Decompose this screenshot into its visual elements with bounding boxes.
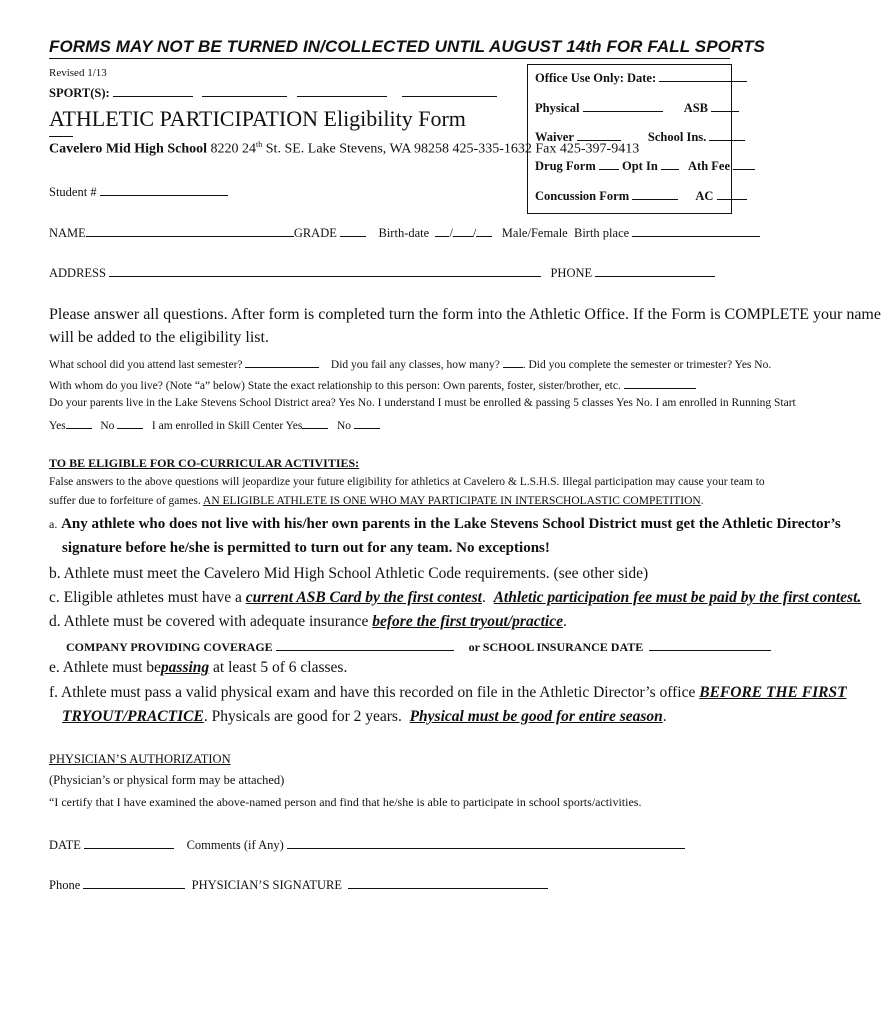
physical-label: Physical: [535, 101, 580, 115]
question-complete-semester: . Did you complete the semester or trimester? Yes No.: [522, 359, 772, 371]
eligibility-heading: TO BE ELIGIBLE FOR CO-CURRICULAR ACTIVITIES:: [49, 456, 360, 470]
office-date-label: Office Use Only: Date:: [535, 71, 657, 85]
birthdate-label: Birth-date: [378, 226, 430, 240]
ath-fee-label: Ath Fee: [688, 159, 731, 173]
skill-center-yes: I am enrolled in Skill Center Yes: [151, 420, 303, 432]
rule-e-passing: passing: [160, 659, 210, 676]
headline-notice: FORMS MAY NOT BE TURNED IN/COLLECTED UNTIL AUGUST 14th FOR FALL SPORTS: [49, 37, 765, 56]
physician-comments-line[interactable]: [287, 836, 685, 849]
physician-signature-line[interactable]: [348, 876, 548, 889]
birth-day-line[interactable]: [453, 224, 473, 237]
asb-line[interactable]: [711, 99, 739, 112]
intro-line-2: will be added to the eligibility list.: [49, 329, 269, 346]
opt-in-label: Opt In: [622, 159, 658, 173]
waiver-line[interactable]: [577, 128, 621, 141]
rule-d: d. Athlete must be covered with adequate insurance before the first tryout/practice.: [49, 613, 567, 630]
ath-fee-line[interactable]: [733, 157, 755, 170]
office-concussion-row: [535, 187, 730, 204]
sports-line-2[interactable]: [202, 84, 287, 97]
gender-label: Male/Female: [501, 226, 568, 240]
physician-signature-label: PHYSICIAN’S SIGNATURE: [191, 878, 342, 892]
rule-d-deadline: before the first tryout/practice: [372, 613, 563, 630]
office-drug-row: [535, 157, 730, 174]
school-ins-line[interactable]: [709, 128, 745, 141]
rule-b: b. Athlete must meet the Cavelero Mid High School Athletic Code requirements. (see other side): [49, 565, 649, 582]
intro-line-1: Please answer all questions. After form is completed turn the form into the Athletic Office. If the Form is COMPLETE your name: [49, 306, 881, 323]
running-start-no-line[interactable]: [117, 416, 143, 429]
coverage-label: COMPANY PROVIDING COVERAGE: [66, 640, 273, 654]
sports-line-3[interactable]: [297, 84, 387, 97]
physician-date-label: DATE: [49, 838, 81, 852]
school-insurance-line[interactable]: [649, 638, 771, 651]
address-label: ADDRESS: [49, 266, 106, 280]
rule-f-line-2: TRYOUT/PRACTICE. Physicals are good for 2 years. Physical must be good for entire season.: [62, 708, 667, 725]
rule-a-line-2: signature before he/she is permitted to turn out for any team. No exceptions!: [62, 540, 550, 556]
birth-year-line[interactable]: [476, 224, 492, 237]
rule-f-line-1: [49, 684, 847, 702]
running-start-no: No: [100, 420, 115, 432]
grade-label: GRADE: [293, 226, 337, 240]
running-start-yes: Yes: [49, 420, 66, 432]
birthplace-line[interactable]: [632, 224, 760, 237]
office-date-line[interactable]: [659, 69, 747, 82]
skill-center-no-line[interactable]: [354, 416, 380, 429]
phone-line[interactable]: [595, 264, 715, 277]
physical-line[interactable]: [583, 99, 663, 112]
rule-f-text: f. Athlete must pass a valid physical exam and have this recorded on file in the Athletic Director’s office: [49, 684, 696, 701]
street-suffix: th: [256, 140, 263, 149]
form-title: ATHLETIC PARTICIPATION Eligibility Form: [49, 106, 466, 131]
student-number-field: [49, 183, 228, 200]
rule-e: [49, 659, 347, 677]
last-school-line[interactable]: [245, 355, 319, 368]
false-answers-line-2: suffer due to forfeiture of games. AN ELIGIBLE ATHLETE IS ONE WHO MAY PARTICIPATE IN INTERSCHOLASTIC COMPETITION.: [49, 495, 704, 507]
office-physical-row: [535, 99, 725, 116]
coverage-line[interactable]: [276, 638, 454, 651]
grade-line[interactable]: [340, 224, 366, 237]
drug-form-label: Drug Form: [535, 159, 596, 173]
sports-label: SPORT(S):: [49, 86, 110, 100]
revision-label: Revised 1/13: [49, 67, 107, 79]
rule-c-fee: Athletic participation fee must be paid by the first contest.: [493, 589, 862, 606]
rule-e-text: e. Athlete must be: [49, 659, 161, 676]
physician-certification: “I certify that I have examined the above-named person and find that he/she is able to participate in school sports/activities.: [49, 795, 642, 809]
sports-line-1[interactable]: [113, 84, 193, 97]
rule-c-asb-card: current ASB Card by the first contest: [245, 589, 482, 606]
forfeit-text: suffer due to forfeiture of games.: [49, 495, 201, 507]
address-row: [49, 264, 715, 281]
school-insurance-label: or SCHOOL INSURANCE DATE: [468, 640, 644, 654]
rule-a-text: Any athlete who does not live with his/her own parents in the Lake Stevens School District must get the Athletic Director’s: [61, 516, 841, 532]
question-row-1: [49, 355, 771, 371]
fail-classes-line[interactable]: [503, 355, 523, 368]
birthplace-label: Birth place: [573, 226, 630, 240]
concussion-line[interactable]: [632, 187, 678, 200]
coverage-row: [66, 638, 771, 655]
asb-label: ASB: [683, 101, 709, 115]
rule-f-season: Physical must be good for entire season: [409, 708, 663, 725]
sports-line-4[interactable]: [402, 84, 497, 97]
rule-c-text: c. Eligible athletes must have a: [49, 589, 242, 606]
drug-form-line[interactable]: [599, 157, 619, 170]
office-use-box: [527, 64, 732, 214]
running-start-yes-line[interactable]: [66, 416, 92, 429]
skill-center-no: No: [337, 420, 352, 432]
rule-a-line-1: [49, 516, 841, 533]
rule-a-letter: a.: [49, 517, 58, 531]
title-underline: [49, 136, 73, 137]
false-answers-line-1: False answers to the above questions will jeopardize your future eligibility for athletics at Cavelero & L.S.H.S. Illegal participation may cause your team to: [49, 476, 765, 488]
physician-date-line[interactable]: [84, 836, 174, 849]
physician-heading: PHYSICIAN’S AUTHORIZATION: [49, 752, 231, 766]
rule-c: c. Eligible athletes must have a current ASB Card by the first contest. Athletic participation fee must be paid by the first contest.: [49, 589, 862, 606]
skill-center-yes-line[interactable]: [302, 416, 328, 429]
student-number-label: Student #: [49, 185, 97, 199]
name-row: NAME GRADE Birth-date / / Male/Female Birth place: [49, 224, 760, 241]
street-number: 8220 24: [210, 141, 257, 157]
question-fail-classes: Did you fail any classes, how many?: [330, 359, 500, 371]
question-last-school: What school did you attend last semester?: [49, 359, 243, 371]
rule-f-tryout: TRYOUT/PRACTICE: [62, 708, 204, 725]
question-row-4: [49, 416, 380, 432]
headline-rule: [49, 58, 730, 59]
question-row-3: Do your parents live in the Lake Stevens School District area? Yes No. I understand I must be enrolled & passing 5 classes Yes No. I am enrolled in Running Start: [49, 397, 796, 409]
physician-comments-label: Comments (if Any): [186, 838, 284, 852]
physician-phone-label: Phone: [49, 878, 81, 892]
eligible-athlete-definition: AN ELIGIBLE ATHLETE IS ONE WHO MAY PARTICIPATE IN INTERSCHOLASTIC COMPETITION: [203, 495, 701, 507]
physician-phone-line[interactable]: [83, 876, 185, 889]
physician-note: (Physician’s or physical form may be attached): [49, 773, 285, 787]
rule-e-classes: at least 5 of 6 classes.: [213, 659, 348, 676]
phone-label: PHONE: [550, 266, 593, 280]
name-line[interactable]: [86, 224, 294, 237]
address-line[interactable]: [109, 264, 541, 277]
sports-field: [49, 84, 497, 101]
live-with-line[interactable]: [624, 376, 696, 389]
ac-label: AC: [695, 189, 714, 203]
student-number-line[interactable]: [100, 183, 228, 196]
concussion-label: Concussion Form: [535, 189, 630, 203]
question-live-with: With whom do you live? (Note “a” below) State the exact relationship to this person: Own parents, foster, sister/brother, etc.: [49, 380, 621, 392]
name-label: NAME: [49, 226, 86, 240]
rule-d-text: d. Athlete must be covered with adequate insurance: [49, 613, 369, 630]
office-date-row: [535, 69, 747, 86]
ac-line[interactable]: [717, 187, 747, 200]
birth-month-line[interactable]: [435, 224, 449, 237]
opt-in-line[interactable]: [661, 157, 679, 170]
school-name: Cavelero Mid High School: [49, 141, 208, 157]
rule-f-duration: . Physicals are good for 2 years.: [203, 708, 402, 725]
question-row-2: [49, 376, 696, 392]
street-rest: St. SE. Lake Stevens, WA 98258 425-335-1632 Fax 425-397-9413: [265, 141, 640, 157]
physician-date-row: [49, 836, 685, 853]
office-waiver-row: [535, 128, 730, 145]
school-ins-label: School Ins.: [647, 130, 707, 144]
waiver-label: Waiver: [535, 130, 574, 144]
rule-f-deadline: BEFORE THE FIRST: [699, 684, 847, 701]
physician-phone-row: [49, 876, 548, 893]
